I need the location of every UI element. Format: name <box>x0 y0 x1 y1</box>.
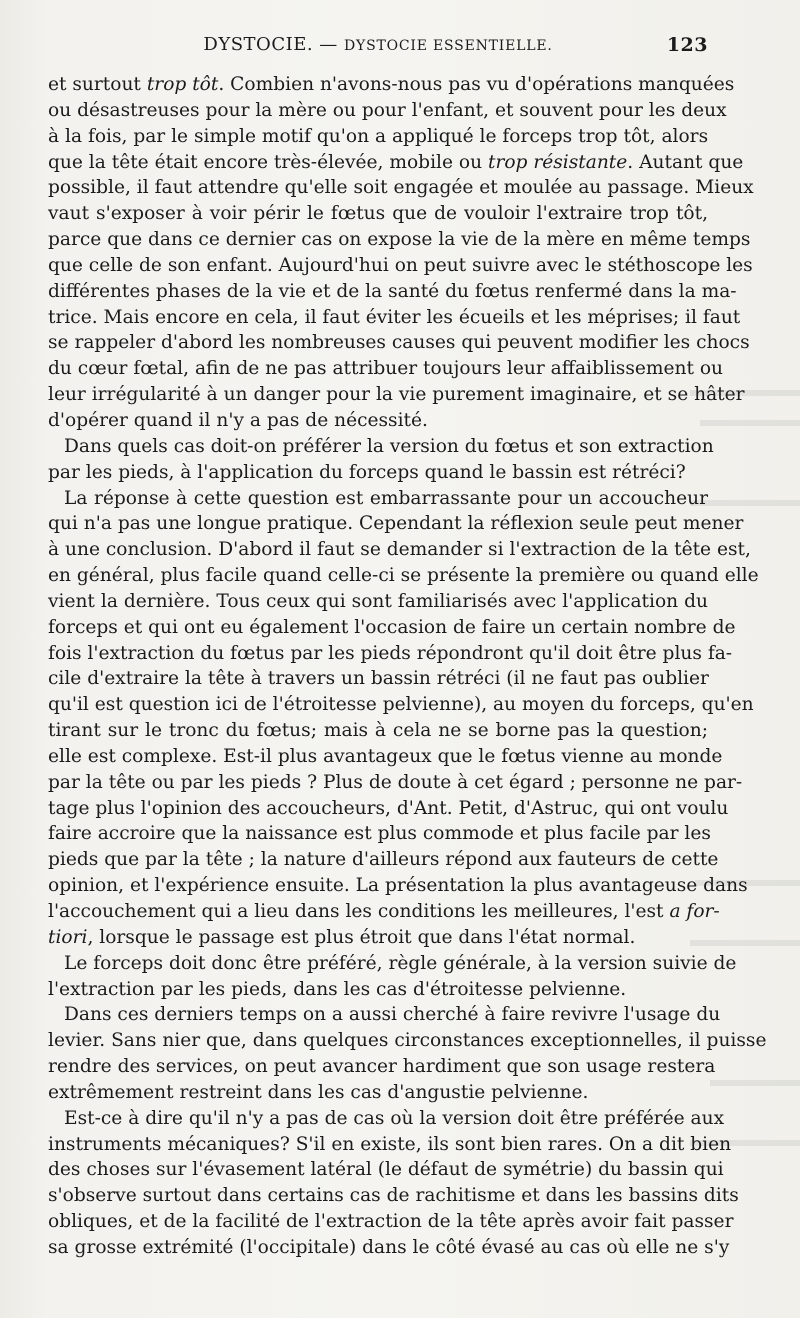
text-line <box>48 1080 708 1106</box>
text-line <box>48 227 751 253</box>
text-segment: tage plus l'opinion des accoucheurs, d'Ant. Petit, d'Astruc, qui ont voulu <box>48 797 729 819</box>
text-line <box>48 1209 734 1235</box>
text-line <box>48 744 723 770</box>
text-line <box>48 589 708 615</box>
text-segment: des choses sur l'évasement latéral (le défaut de symétrie) du bassin qui <box>48 1159 724 1181</box>
text-line <box>48 175 754 201</box>
text-line <box>48 1106 725 1132</box>
text-line <box>48 253 753 279</box>
italic-text: trop tôt <box>146 74 219 95</box>
text-segment: . Combien n'avons-nous pas vu d'opérations manquées <box>218 74 735 95</box>
text-segment: , lorsque le passage est plus étroit que dans l'état normal. <box>87 926 636 948</box>
text-segment: différentes phases de la vie et de la santé du fœtus renfermé dans la ma- <box>48 280 737 302</box>
text-segment: extrêmement restreint dans les cas d'angustie pelvienne. <box>48 1081 589 1103</box>
text-segment: du cœur fœtal, afin de ne pas attribuer toujours leur affaiblissement ou <box>48 358 724 380</box>
text-line <box>48 1028 767 1054</box>
running-subtitle: DYSTOCIE ESSENTIELLE. <box>344 38 553 54</box>
text-segment: sa grosse extrémité (l'occipitale) dans le côté évasé au cas où elle ne s'y <box>48 1236 730 1258</box>
text-line <box>48 641 733 667</box>
text-segment: opinion, et l'expérience ensuite. La présentation la plus avantageuse dans <box>48 875 748 897</box>
text-segment: ou désastreuses pour la mère ou pour l'enfant, et souvent pour les deux <box>48 99 727 121</box>
text-segment: elle est complexe. Est-il plus avantageux que le fœtus vienne au monde <box>48 745 723 767</box>
text-segment: Le forceps doit donc être préféré, règle générale, à la version suivie de <box>64 952 737 974</box>
text-segment: vient la dernière. Tous ceux qui sont familiarisés avec l'application du <box>48 590 708 612</box>
text-segment: à la fois, par le simple motif qu'on a appliqué le forceps trop tôt, alors <box>48 125 709 147</box>
text-segment: levier. Sans nier que, dans quelques circonstances exceptionnelles, il puisse <box>48 1030 767 1052</box>
text-segment: Est-ce à dire qu'il n'y a pas de cas où la version doit être préférée aux <box>64 1107 725 1129</box>
text-line <box>48 1002 721 1028</box>
text-segment: que la tête était encore très-élevée, mobile ou <box>48 151 488 173</box>
text-line <box>48 873 748 899</box>
text-line <box>48 899 720 925</box>
page-number: 123 <box>666 34 708 56</box>
text-line <box>48 330 750 356</box>
text-segment: s'observe surtout dans certains cas de rachitisme et dans les bassins dits <box>48 1185 739 1207</box>
italic-text: trop résistante <box>487 151 628 173</box>
text-line <box>48 460 708 486</box>
text-line <box>48 434 714 460</box>
text-segment: se rappeler d'abord les nombreuses causes qui peuvent modifier les chocs <box>48 332 750 354</box>
text-segment: cile d'extraire la tête à travers un bassin rétréci (il ne faut pas oublier <box>48 668 709 690</box>
text-line <box>48 98 727 124</box>
text-segment: qui n'a pas une longue pratique. Cependant la réflexion seule peut mener <box>48 513 744 535</box>
text-line <box>48 1157 724 1183</box>
text-segment: que celle de son enfant. Aujourd'hui on peut suivre avec le stéthoscope les <box>48 254 753 276</box>
text-segment: qu'il est question ici de l'étroitesse pelvienne), au moyen du forceps, qu'en <box>48 694 754 716</box>
text-segment: vaut s'exposer à voir périr le fœtus que de vouloir l'extraire trop tôt, <box>48 203 708 225</box>
text-line <box>48 615 736 641</box>
text-segment: faire accroire que la naissance est plus commode et plus facile par les <box>48 823 711 845</box>
text-line <box>48 951 737 977</box>
text-segment: instruments mécaniques? S'il en existe, ils sont bien rares. On a dit bien <box>48 1133 732 1155</box>
text-segment: Dans ces derniers temps on a aussi cherché à faire revivre l'usage du <box>64 1004 721 1026</box>
text-segment: rendre des services, on peut avancer hardiment que son usage restera <box>48 1056 716 1078</box>
text-line <box>48 537 751 563</box>
text-line <box>48 201 708 227</box>
italic-text: tiori <box>48 926 88 948</box>
text-line <box>48 1132 732 1158</box>
text-line <box>48 563 759 589</box>
text-line <box>48 511 744 537</box>
text-segment: tirant sur le tronc du fœtus; mais à cela ne se borne pas la question; <box>48 720 708 742</box>
text-line <box>48 718 708 744</box>
running-title: DYSTOCIE. <box>203 34 314 55</box>
text-line <box>48 847 719 873</box>
text-segment: parce que dans ce dernier cas on expose la vie de la mère en même temps <box>48 229 751 251</box>
text-line <box>48 925 708 951</box>
text-segment: leur irrégularité à un danger pour la vie purement imaginaire, et se hâter <box>48 384 745 406</box>
text-segment: d'opérer quand il n'y a pas de nécessité. <box>48 409 428 431</box>
text-segment: fois l'extraction du fœtus par les pieds répondront qu'il doit être plus fa- <box>48 642 733 664</box>
italic-text: a for- <box>669 901 720 922</box>
text-line <box>48 821 711 847</box>
text-segment: à une conclusion. D'abord il faut se demander si l'extraction de la tête est, <box>48 539 751 561</box>
text-line <box>48 150 744 176</box>
text-line <box>48 486 708 512</box>
text-line <box>48 124 708 150</box>
text-segment: et surtout <box>48 74 147 95</box>
text-line <box>48 1054 716 1080</box>
running-head <box>48 34 708 55</box>
text-segment: obliques, et de la facilité de l'extraction de la tête après avoir fait passer <box>48 1211 734 1233</box>
text-segment: La réponse à cette question est embarrassante pour un accoucheur <box>64 487 708 509</box>
text-segment: trice. Mais encore en cela, il faut éviter les écueils et les méprises; il faut <box>48 306 741 328</box>
running-dash: — <box>319 34 338 55</box>
text-segment: par la tête ou par les pieds ? Plus de doute à cet égard ; personne ne par- <box>48 771 743 793</box>
text-segment: par les pieds, à l'application du forceps quand le bassin est rétréci? <box>48 461 686 483</box>
text-line <box>48 382 745 408</box>
text-segment: forceps et qui ont eu également l'occasion de faire un certain nombre de <box>48 616 736 638</box>
text-line <box>48 279 737 305</box>
text-segment: possible, il faut attendre qu'elle soit engagée et moulée au passage. Mieux <box>48 177 754 199</box>
body-text <box>48 72 767 1261</box>
text-segment: en général, plus facile quand celle-ci se présente la première ou quand elle <box>48 565 759 587</box>
text-segment: . Autant que <box>627 151 744 173</box>
text-segment: l'accouchement qui a lieu dans les conditions les meilleures, l'est <box>48 901 670 922</box>
text-line <box>48 356 724 382</box>
text-line <box>48 305 741 331</box>
text-line <box>48 408 708 434</box>
text-line <box>48 1183 739 1209</box>
text-line <box>48 977 708 1003</box>
text-line <box>48 1235 730 1261</box>
text-segment: l'extraction par les pieds, dans les cas d'étroitesse pelvienne. <box>48 978 627 1000</box>
text-line <box>48 796 729 822</box>
text-segment: Dans quels cas doit-on préférer la version du fœtus et son extraction <box>64 435 714 457</box>
text-line <box>48 72 735 98</box>
text-line <box>48 770 743 796</box>
text-segment: pieds que par la tête ; la nature d'ailleurs répond aux fauteurs de cette <box>48 849 719 871</box>
text-line <box>48 692 754 718</box>
page-header <box>48 34 708 64</box>
text-line <box>48 666 708 692</box>
